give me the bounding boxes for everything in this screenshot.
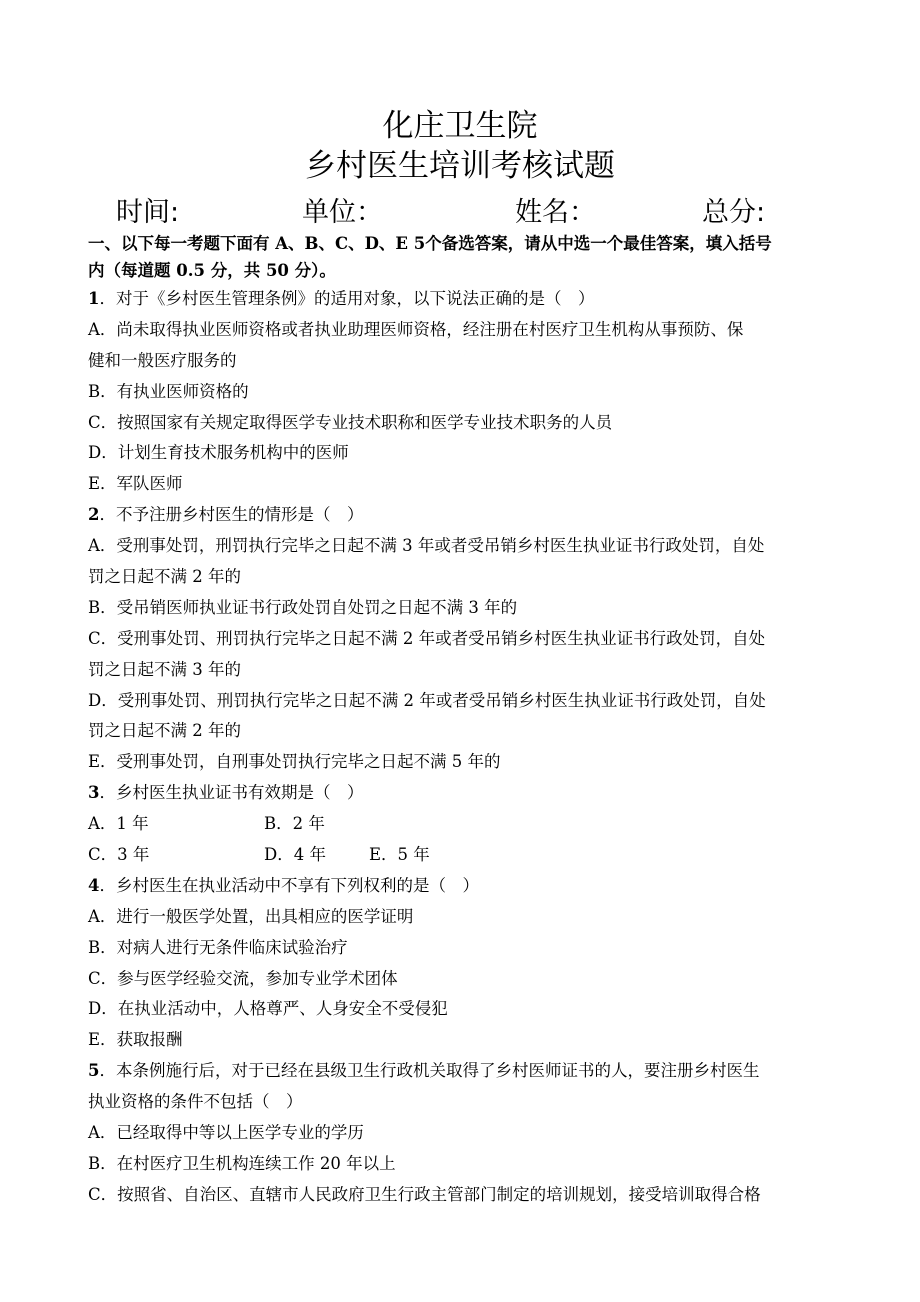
answer-option: E．受刑事处罚，自刑事处罚执行完毕之日起不满 5 年的 — [88, 752, 501, 772]
exam-content — [88, 230, 848, 1211]
answer-option: B．在村医疗卫生机构连续工作 20 年以上 — [88, 1153, 396, 1173]
answer-option: A．受刑事处罚，刑罚执行完毕之日起不满 3 年或者受吊销乡村医生执业证书行政处罚，自处 — [88, 536, 765, 556]
answer-option: E．5 年 — [369, 845, 430, 865]
answer-option: 罚之日起不满 3 年的 — [88, 659, 241, 679]
answer-option: E．获取报酬 — [88, 1030, 183, 1050]
answer-option: B．受吊销医师执业证书行政处罚自处罚之日起不满 3 年的 — [88, 597, 518, 617]
answer-option: A．尚未取得执业医师资格或者执业助理医师资格，经注册在村医疗卫生机构从事预防、保 — [88, 319, 744, 339]
answer-option: 健和一般医疗服务的 — [88, 350, 237, 370]
answer-option: C．按照省、自治区、直辖市人民政府卫生行政主管部门制定的培训规划，接受培训取得合格 — [88, 1184, 761, 1204]
answer-option: B．对病人进行无条件临床试验治疗 — [88, 937, 348, 957]
unit-field-label: 单位： — [302, 197, 383, 228]
question-stem: 执业资格的条件不包括（ ） — [88, 1092, 303, 1112]
name-field-label: 姓名： — [515, 197, 596, 228]
question-stem: 5．本条例施行后，对于已经在县级卫生行政机关取得了乡村医师证书的人，要注册乡村医生 — [88, 1061, 760, 1081]
answer-option: 罚之日起不满 2 年的 — [88, 567, 241, 587]
answer-option: 罚之日起不满 2 年的 — [88, 721, 241, 741]
answer-option: E．军队医师 — [88, 474, 183, 494]
answer-option: A．1 年 — [88, 814, 149, 834]
answer-option: C．按照国家有关规定取得医学专业技术职称和医学专业技术职务的人员 — [88, 412, 613, 432]
score-field-label: 总分: — [702, 197, 766, 228]
answer-option: B．2 年 — [264, 814, 325, 834]
document-title: 化庄卫生院 — [382, 108, 538, 144]
answer-option: D．计划生育技术服务机构中的医师 — [88, 443, 349, 463]
question-stem: 4．乡村医生在执业活动中不享有下列权利的是（ ） — [88, 875, 479, 895]
answer-option-row — [88, 809, 848, 840]
answer-option: C．3 年 — [88, 845, 150, 865]
question-stem: 1．对于《乡村医生管理条例》的适用对象，以下说法正确的是（ ） — [88, 289, 595, 308]
answer-option: A．进行一般医学处置，出具相应的医学证明 — [88, 906, 414, 926]
answer-option: D．4 年 — [264, 845, 326, 865]
section-instruction-line: 内（每道题 0.5 分，共 50 分）。 — [88, 261, 336, 280]
answer-option: A．已经取得中等以上医学专业的学历 — [88, 1123, 364, 1143]
answer-option: C．受刑事处罚、刑罚执行完毕之日起不满 2 年或者受吊销乡村医生执业证书行政处罚，自处 — [88, 628, 766, 648]
answer-option: B．有执业医师资格的 — [88, 381, 249, 401]
answer-option: D．在执业活动中，人格尊严、人身安全不受侵犯 — [88, 999, 448, 1019]
question-stem: 2．不予注册乡村医生的情形是（ ） — [88, 505, 364, 525]
answer-option: C．参与医学经验交流，参加专业学术团体 — [88, 968, 398, 988]
time-field-label: 时间: — [116, 197, 180, 228]
question-stem: 3．乡村医生执业证书有效期是（ ） — [88, 783, 364, 803]
document-subtitle: 乡村医生培训考核试题 — [305, 148, 615, 184]
section-instruction-line: 一、以下每一考题下面有 A、B、C、D、E 5个备选答案，请从中选一个最佳答案，填入括号 — [88, 234, 772, 253]
answer-option: D．受刑事处罚、刑罚执行完毕之日起不满 2 年或者受吊销乡村医生执业证书行政处罚，自处 — [88, 690, 766, 710]
answer-option-row — [88, 840, 848, 871]
